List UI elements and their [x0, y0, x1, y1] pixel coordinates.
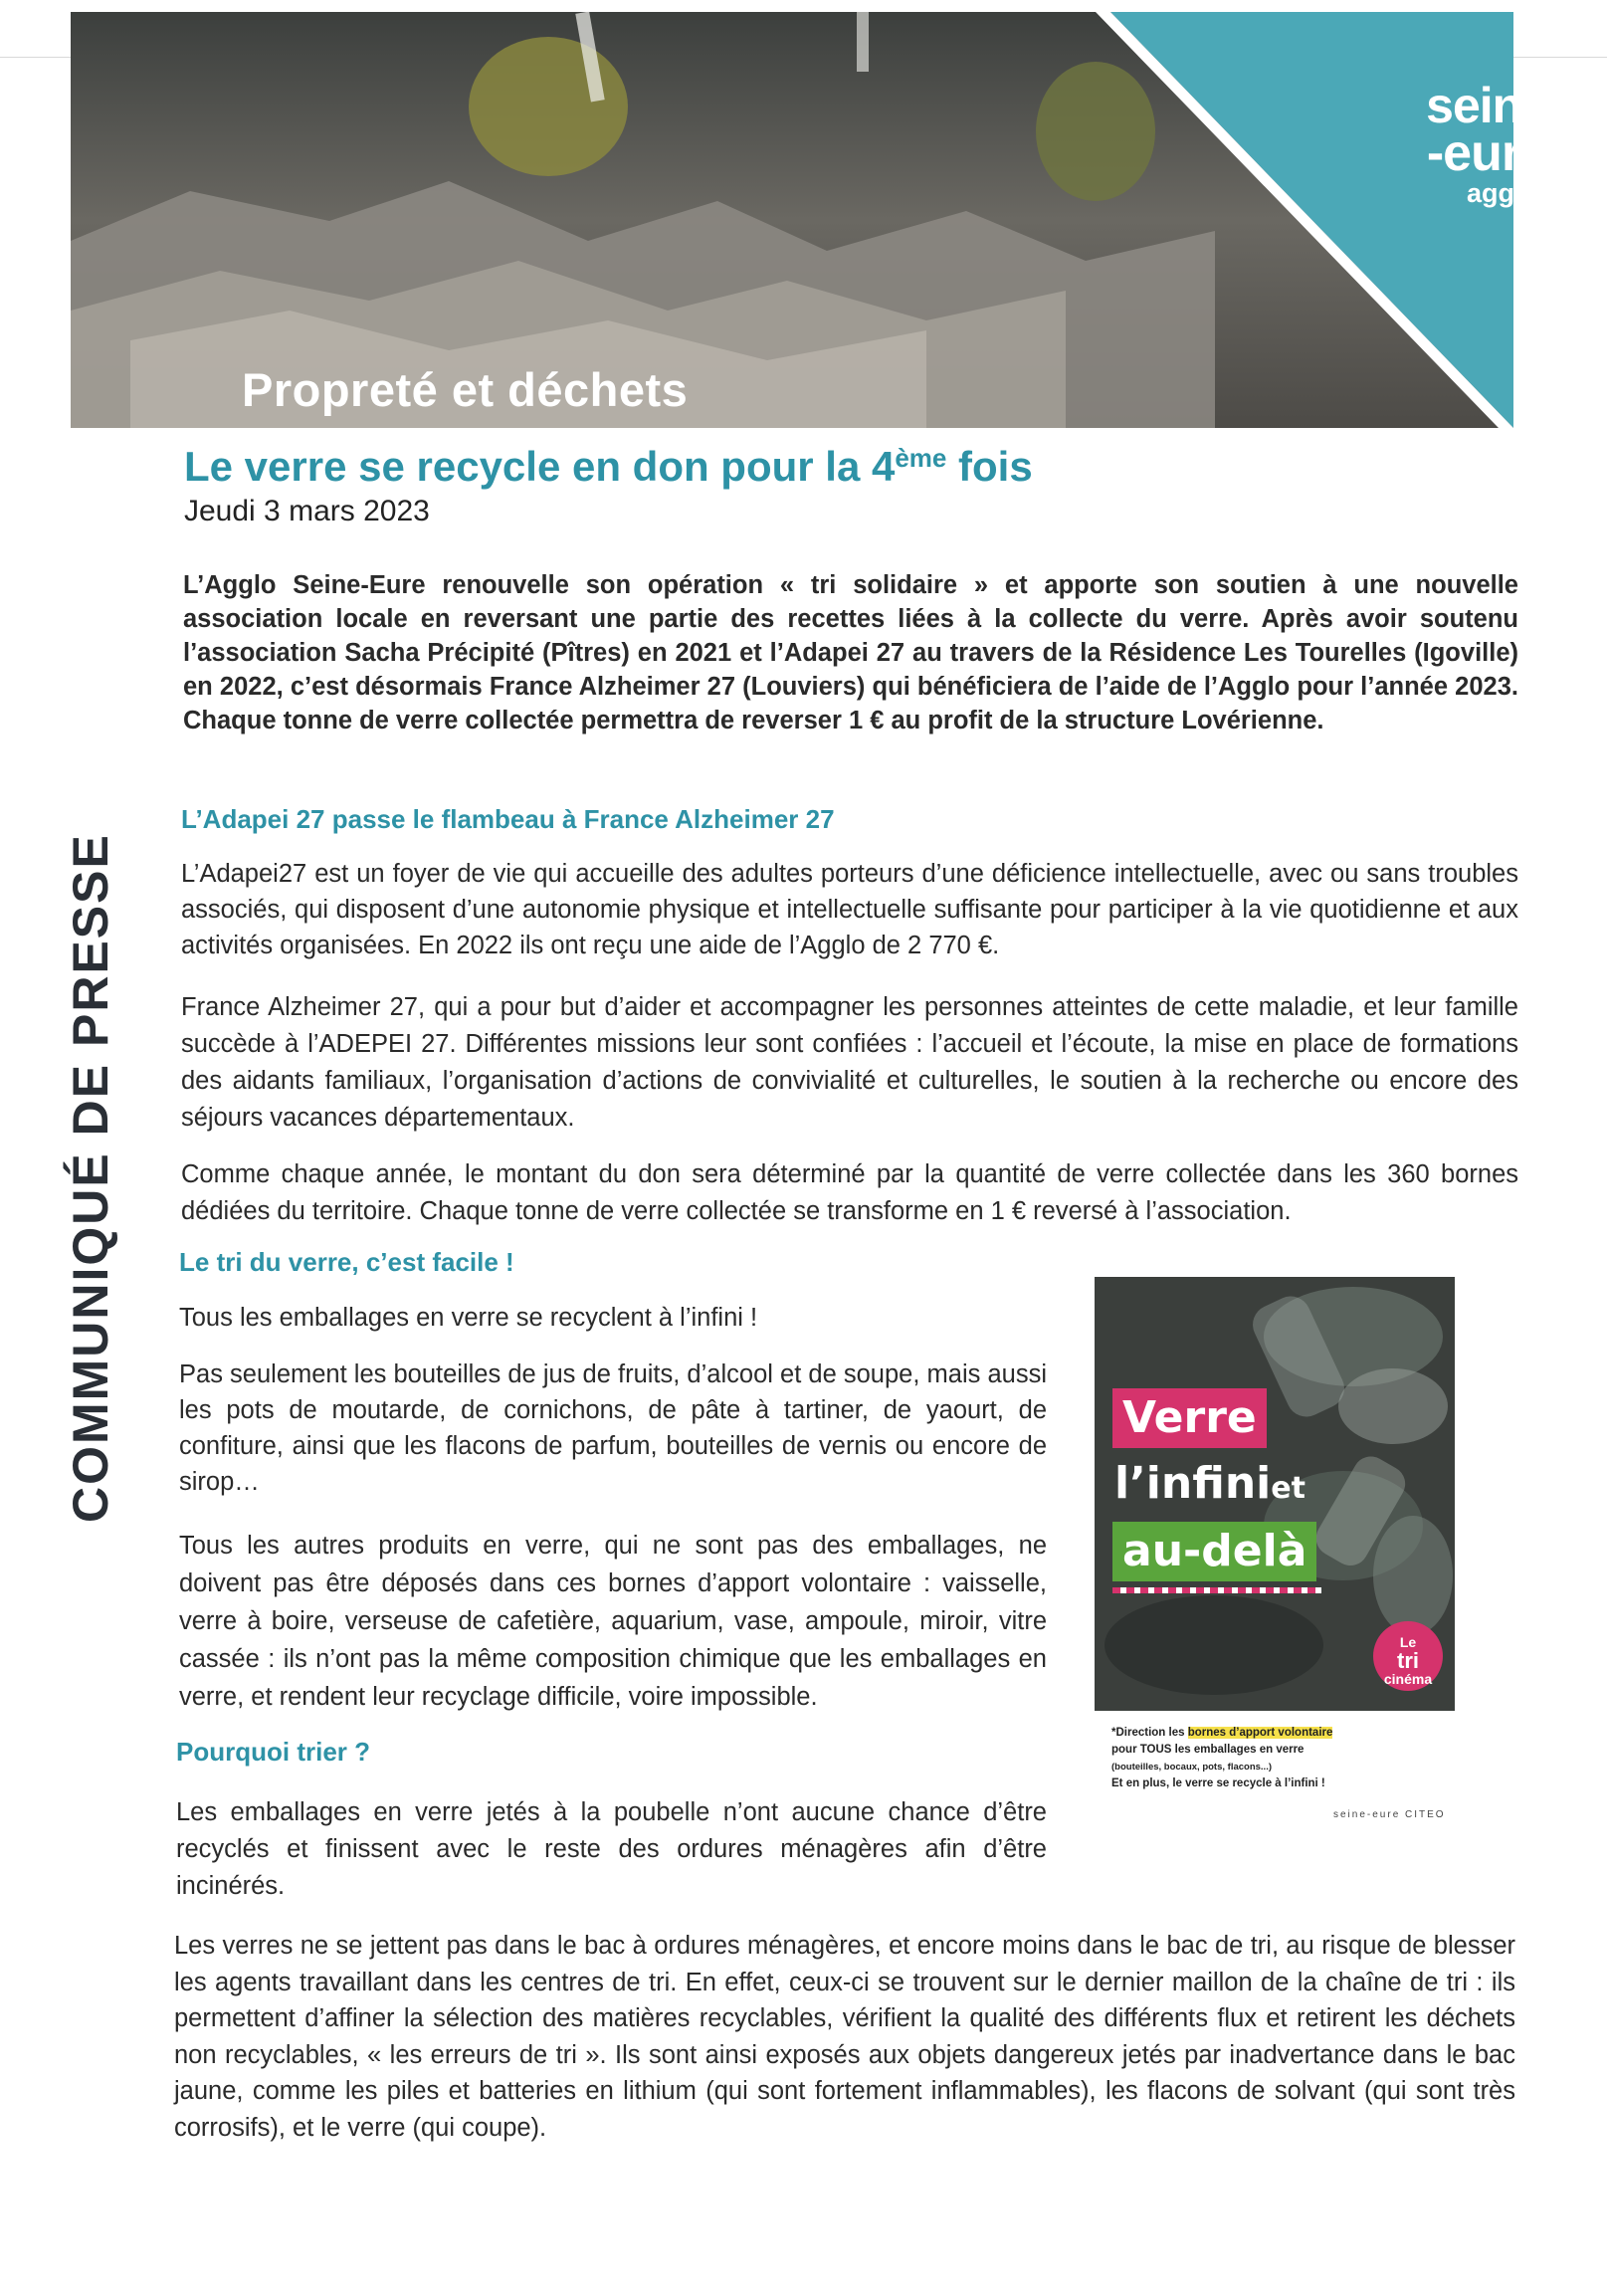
title-text: Le verre se recycle en don pour la 4	[184, 443, 896, 490]
badge-tri: tri	[1397, 1648, 1419, 1673]
lead-paragraph: L’Agglo Seine-Eure renouvelle son opération « tri solidaire » et apporte son soutien à une nouvelle association locale en reversant une partie des recettes liées à la collecte du verre. Après avoir soutenu l’association Sacha Précipité (Pîtres) en 2021 et l’Adapei 27 au travers de la Résidence Les Tourelles (Igoville) en 2022, c’est désormais France Alzheimer 27 (Louviers) qui bénéficiera de l’aide de l’Agglo pour l’année 2023. Chaque tonne de verre collectée permettra de reverser 1 € au profit de la structure Lovérienne.	[183, 571, 1518, 734]
poster-stripe	[1112, 1587, 1321, 1593]
seine-eure-logo	[1339, 78, 1548, 209]
caption-line-2: pour TOUS les emballages en verre	[1111, 1744, 1305, 1756]
section-heading-tri-verre: Le tri du verre, c’est facile !	[179, 1247, 514, 1277]
title-sup: ème	[895, 443, 947, 473]
caption-line-4: Et en plus, le verre se recycle à l’infini !	[1111, 1777, 1325, 1789]
paragraph-poubelle: Les emballages en verre jetés à la poubelle n’ont aucune chance d’être recyclés et finissent avec le reste des ordures ménagères afin d’être incinérés.	[176, 1798, 1047, 1900]
logo-line-3: agglo	[1467, 178, 1538, 208]
caption-line-3: (bouteilles, bocaux, pots, flacons...)	[1111, 1762, 1272, 1773]
caption-line-1	[1111, 1725, 1450, 1742]
paragraph-adapei: L’Adapei27 est un foyer de vie qui accueille des adultes porteurs d’une déficience intellectuelle, avec ou sans troubles associés, qui disposent d’une autonomie physique et intellectuelle suffisante pour participer à la vie quotidienne et aux activités organisées. En 2022 ils ont reçu une aide de l’Agglo de 2 770 €.	[181, 860, 1518, 959]
paragraph-infini: Tous les emballages en verre se recyclent à l’infini !	[179, 1304, 758, 1332]
caption-highlight: bornes d’apport volontaire	[1187, 1727, 1333, 1739]
paragraph-agents: Les verres ne se jettent pas dans le bac à ordures ménagères, et encore moins dans le bac de tri, au risque de blesser les agents travaillant dans les centres de tri. En effet, ceux-ci se trouvent sur le dernier maillon de la chaîne de tri : ils permettent d’affiner la sélection des matières recyclables, vérifient la qualité des différents flux et retirent les déchets non recyclables, « les erreurs de tri ». Ils sont ainsi exposés aux objets dangereux jetés par inadvertance dans le bac jaune, comme les piles et batteries en lithium (qui sont fortement inflammables), les flacons de solvant (qui sont très corrosifs), et le verre (qui coupe).	[174, 1932, 1515, 2142]
le-tri-badge	[1373, 1621, 1443, 1691]
header-banner	[71, 12, 1548, 428]
paragraph-autres-produits: Tous les autres produits en verre, qui ne sont pas des emballages, ne doivent pas être déposés dans ces bornes d’apport volontaire : vaisselle, verre à boire, verseuse de cafetière, aquarium, vase, ampoule, miroir, vitre cassée : ils n’ont pas la même composition chimique que les emballages en verre, et rendent leur recyclage difficile, voire impossible.	[179, 1532, 1047, 1711]
poster-infini-text: l’infini	[1114, 1458, 1272, 1509]
badge-cinema: cinéma	[1383, 1671, 1433, 1687]
title-end: fois	[946, 443, 1033, 490]
paragraph-emballages: Pas seulement les bouteilles de jus de fruits, d’alcool et de soupe, mais aussi les pots de moutarde, de cornichons, de pâte à tartiner, de yaourt, de confiture, ainsi que les flacons de parfum, bouteilles de vernis ou encore de sirop…	[179, 1360, 1047, 1496]
paragraph-donation: Comme chaque année, le montant du don sera déterminé par la quantité de verre collectée dans les 360 bornes dédiées du territoire. Chaque tonne de verre collectée se transforme en 1 € reversé à l’association.	[181, 1160, 1518, 1225]
paragraph-france-alzheimer: France Alzheimer 27, qui a pour but d’aider et accompagner les personnes atteintes de cette maladie, et leur famille succède à l’ADEPEI 27. Différentes missions leur sont confiées : l’accueil et l’écoute, la mise en place de formations des aidants familiaux, l’organisation d’actions de convivialité et culturelles, le soutien à la recherche ou encore des séjours vacances départementaux.	[181, 993, 1518, 1132]
poster-word-infini	[1114, 1456, 1306, 1517]
section-heading-adapei: L’Adapei 27 passe le flambeau à France Alzheimer 27	[181, 804, 835, 834]
poster-et: et	[1271, 1471, 1306, 1506]
page-title	[184, 443, 1033, 491]
logo-line-2: -eure	[1426, 124, 1548, 182]
section-heading-pourquoi: Pourquoi trier ?	[176, 1737, 370, 1767]
verre-poster	[1095, 1277, 1455, 1711]
logo-line-1: seine	[1426, 78, 1548, 133]
caption-prefix: *Direction les	[1111, 1727, 1188, 1739]
badge-le: Le	[1399, 1634, 1417, 1650]
category-title: Propreté et déchets	[242, 363, 689, 416]
poster-caption	[1111, 1725, 1450, 1792]
poster-word-au-dela: au-delà	[1112, 1522, 1316, 1581]
poster-word-verre: Verre	[1112, 1388, 1267, 1448]
press-release-label: COMMUNIQUÉ DE PRESSE	[63, 833, 118, 1523]
publication-date: Jeudi 3 mars 2023	[184, 495, 430, 527]
partner-logos: seine-eure CITEO	[1333, 1809, 1446, 1820]
